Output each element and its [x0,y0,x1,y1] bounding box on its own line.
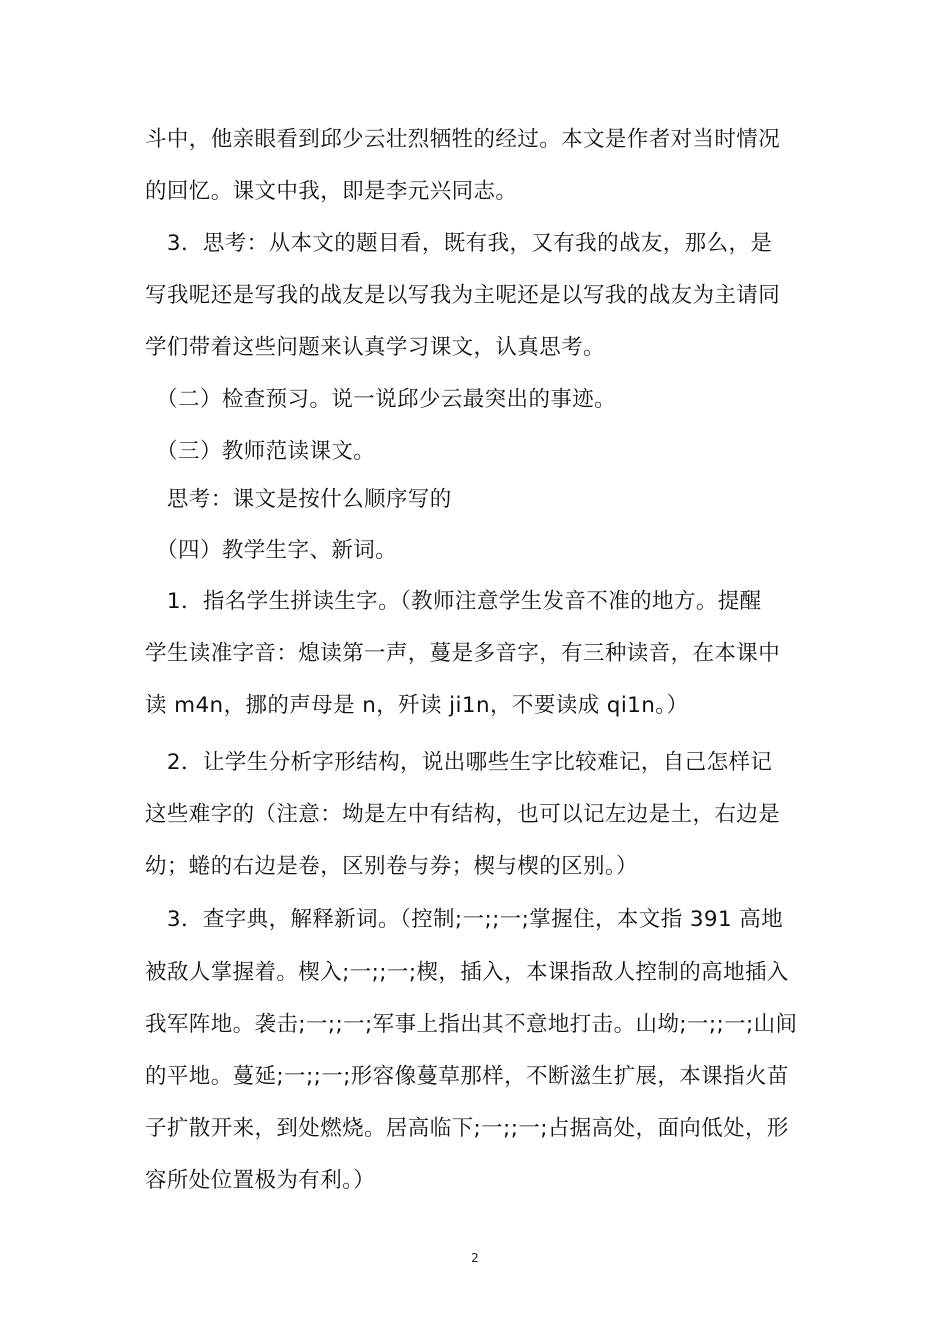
text-line-21: 容所处位置极为有利。） [145,1168,376,1193]
text-line-4: 写我呢还是写我的战友是以写我为主呢还是以写我的战友为主请同 [145,283,781,308]
text-line-9: （四）教学生字、新词。 [145,538,398,563]
text-line-14: 这些难字的（注意：坳是左中有结构，也可以记左边是土，右边是 [145,802,781,827]
text-line-20: 子扩散开来，到处燃烧。居高临下;一;;一;占据高处，面向低处，形 [145,1116,789,1141]
text-line-16: 3．查字典，解释新词。（控制;一;;一;掌握住，本文指 391 高地 [145,907,784,932]
text-line-18: 我军阵地。袭击;一;;一;军事上指出其不意地打击。山坳;一;;一;山间 [145,1012,798,1037]
text-line-10: 1．指名学生拼读生字。（教师注意学生发音不准的地方。提醒 [145,589,762,614]
text-line-12: 读 m4n，挪的声母是 n，歼读 ji1n，不要读成 qi1n。） [145,693,689,718]
text-line-15: 幼；蜷的右边是卷，区别卷与券；楔与楔的区别。） [145,854,638,879]
text-line-6: （二）检查预习。说一说邱少云最突出的事迹。 [145,387,617,412]
text-line-5: 学们带着这些问题来认真学习课文，认真思考。 [145,335,605,360]
text-line-2: 的回忆。课文中我，即是李元兴同志。 [145,179,518,204]
text-line-11: 学生读准字音：熄读第一声，蔓是多音字，有三种读音，在本课中 [145,641,781,666]
text-line-1: 斗中，他亲眼看到邱少云壮烈牺牲的经过。本文是作者对当时情况 [145,127,781,152]
text-line-19: 的平地。蔓延;一;;一;形容像蔓草那样，不断滋生扩展，本课指火苗 [145,1064,789,1089]
page-number: 2 [471,1251,479,1265]
text-line-3: 3．思考：从本文的题目看，既有我，又有我的战友，那么，是 [145,231,773,256]
text-line-13: 2．让学生分析字形结构，说出哪些生字比较难记，自己怎样记 [145,750,773,775]
text-line-7: （三）教师范读课文。 [145,439,376,464]
text-line-17: 被敌人掌握着。楔入;一;;一;楔，插入，本课指敌人控制的高地插入 [145,960,789,985]
text-line-8: 思考：课文是按什么顺序写的 [145,487,452,512]
